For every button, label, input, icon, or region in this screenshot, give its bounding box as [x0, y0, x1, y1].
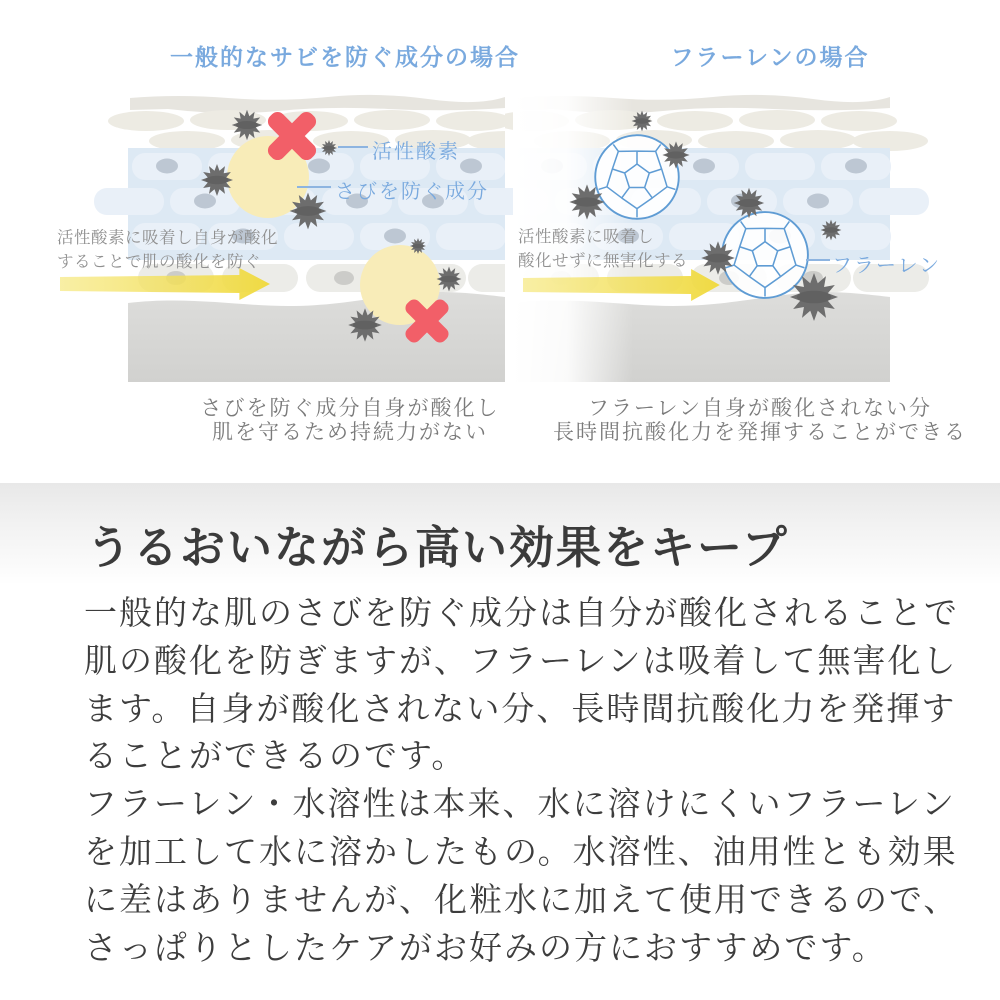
body-line: 肌の酸化を防ぎますが、フラーレンは吸着して無害化し — [84, 641, 958, 679]
section-heading: うるおいながら高い効果をキープ — [86, 522, 789, 573]
anti-rust-label: さびを防ぐ成分 — [335, 181, 489, 203]
body-line: フラーレン・水溶性は本来、水に溶けにくいフラーレン — [84, 785, 957, 823]
right-panel-note — [518, 226, 688, 273]
caption-line: フラーレン自身が酸化されない分 — [587, 397, 933, 420]
body-line: 一般的な肌のさびを防ぐ成分は自分が酸化されることで — [84, 594, 959, 631]
fullerene-leader-line — [806, 259, 830, 261]
left-panel-title: 一般的なサビを防ぐ成分の場合 — [170, 44, 520, 70]
right-panel-title: フラーレンの場合 — [670, 44, 870, 70]
note-line: 活性酸素に吸着し自身が酸化 — [57, 229, 278, 247]
caption-line: さびを防ぐ成分自身が酸化し — [200, 397, 500, 420]
fullerene-icon — [722, 212, 808, 298]
left-panel-caption — [140, 397, 560, 445]
body-line: さっぱりとしたケアがお好みの方におすすめです。 — [84, 928, 887, 966]
fullerene-label: フラーレン — [832, 255, 942, 277]
note-line: 酸化せずに無害化する — [518, 251, 688, 270]
caption-line: 長時間抗酸化力を発揮することができる — [553, 421, 967, 444]
body-line: を加工して水に溶かしたもの。水溶性、油用性とも効果 — [84, 832, 958, 870]
active-oxygen-label: 活性酸素 — [372, 141, 460, 163]
body-line: ることができるのです。 — [84, 737, 467, 775]
body-line: ます。自身が酸化されない分、長時間抗酸化力を発揮す — [84, 689, 957, 727]
caption-line: 肌を守るため持続力がない — [212, 421, 488, 444]
anti-rust-leader-line — [297, 186, 331, 188]
fullerene-icon — [595, 135, 679, 219]
right-panel-caption — [545, 397, 975, 445]
active-oxygen-leader-line — [338, 146, 368, 148]
body-line: に差はありませんが、化粧水に加えて使用できるので、 — [84, 880, 959, 918]
body-text — [84, 589, 964, 971]
note-line: することで肌の酸化を防ぐ — [57, 252, 261, 271]
note-line: 活性酸素に吸着し — [518, 228, 654, 246]
left-panel-note — [57, 227, 278, 274]
